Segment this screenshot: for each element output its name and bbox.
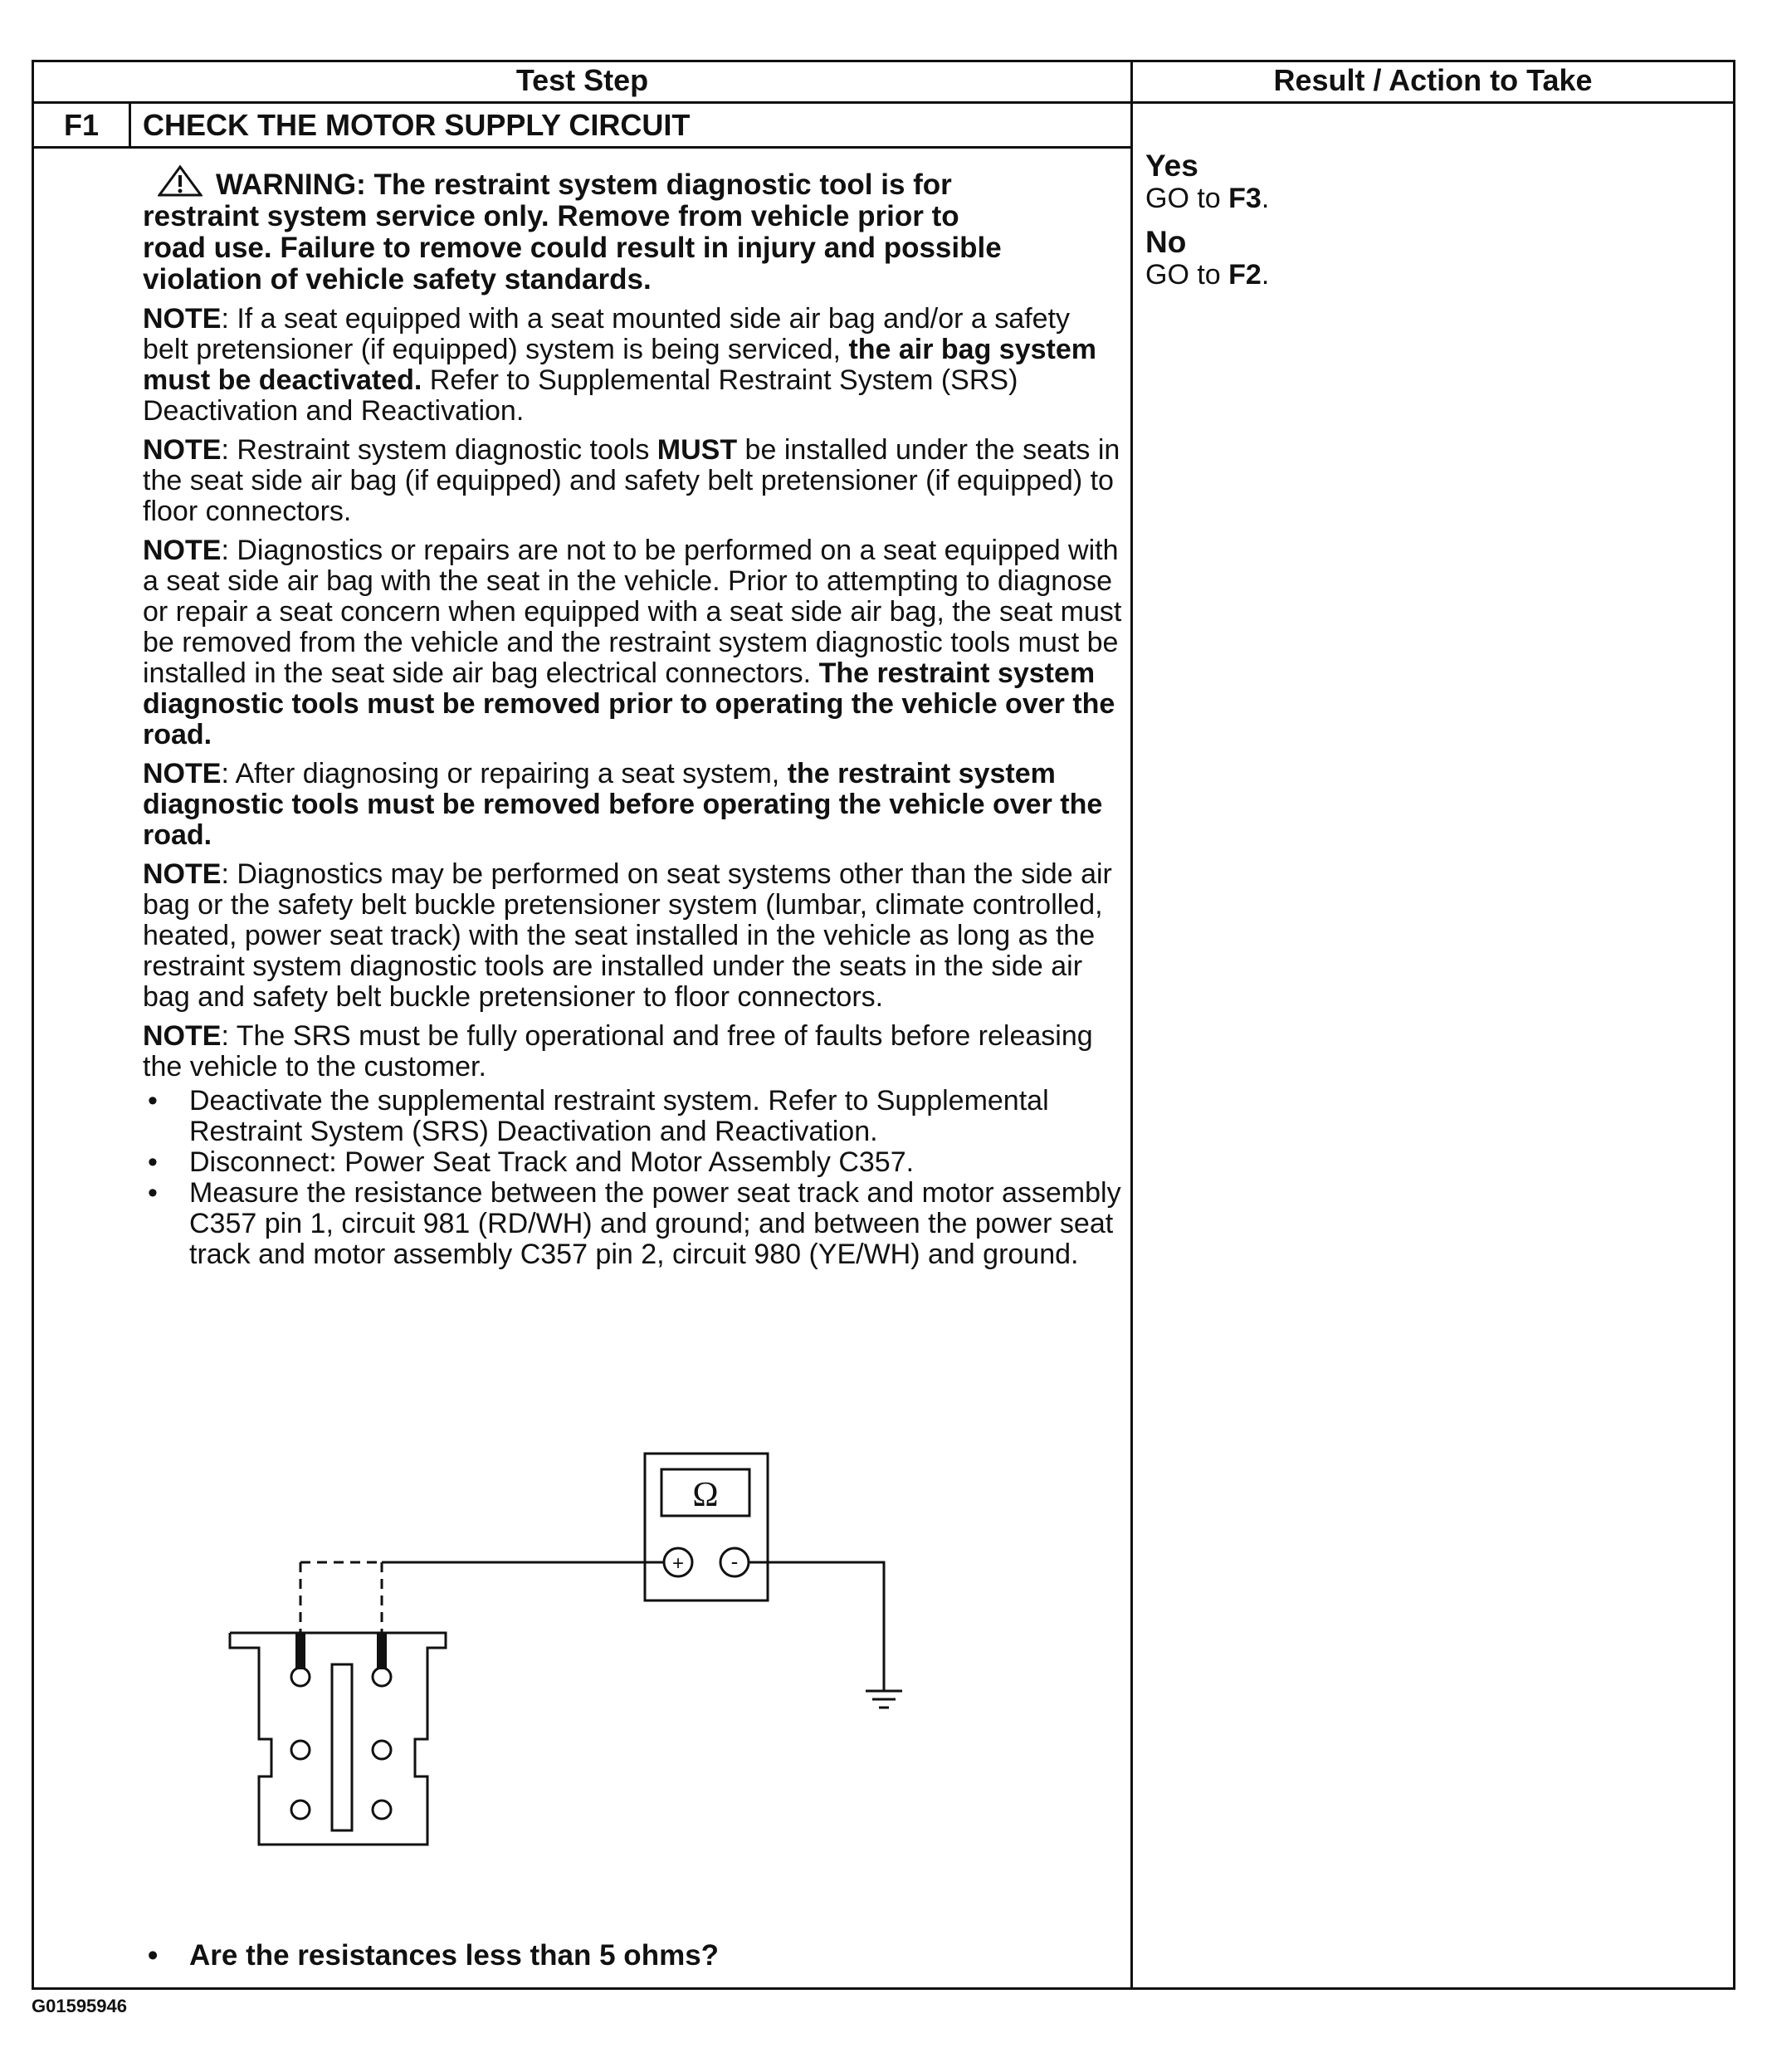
test-question	[143, 1939, 1122, 1972]
step-id-divider	[129, 101, 131, 148]
note-text: : Restraint system diagnostic tools	[221, 434, 657, 466]
note-2	[143, 435, 1122, 527]
note-label: NOTE	[143, 303, 222, 335]
note-3	[143, 535, 1122, 750]
note-bold-text: the restraint system diagnostic tools must be removed before operating the vehicle over the road.	[143, 758, 1103, 851]
period: .	[1261, 183, 1270, 214]
result-yes-action	[1145, 183, 1718, 214]
result-no-label: No	[1145, 225, 1187, 259]
list-item: • Disconnect: Power Seat Track and Motor Assembly C357.	[143, 1147, 1122, 1178]
note-bold-text: The restraint system diagnostic tools must be removed prior to operating the vehicle over the road.	[143, 657, 1115, 750]
warning-triangle-icon	[158, 164, 203, 198]
list-item: • Deactivate the supplemental restraint system. Refer to Supplemental Restraint System (SRS) Deactivation and Reactivation.	[143, 1086, 1122, 1147]
note-text: : Diagnostics may be performed on seat systems other than the side air bag or the safety belt buckle pretensioner system (lumbar, climate controlled, heated, power seat track) with the seat installed in the vehicle as long as the restraint system diagnostic tools are installed under the seats in the side air bag and safety belt buckle pretensioner to floor connectors.	[143, 858, 1112, 1013]
note-1	[143, 304, 1122, 427]
go-to-target: F3	[1228, 183, 1262, 214]
plus-sign: +	[671, 1552, 685, 1575]
warning-line-4: violation of vehicle safety standards.	[143, 263, 652, 296]
question-text: • Are the resistances less than 5 ohms?	[189, 1939, 720, 1972]
note-label: NOTE	[143, 434, 222, 466]
probe-tip	[377, 1633, 387, 1669]
header-result-action: Result / Action to Take	[1273, 63, 1593, 97]
note-text: Refer to Supplemental Restraint System (SRS) Deactivation and Reactivation.	[143, 364, 1018, 427]
note-label: NOTE	[143, 858, 222, 890]
note-label: NOTE	[143, 758, 222, 789]
warning-line-2: restraint system service only. Remove from vehicle prior to	[143, 200, 959, 232]
column-divider	[1130, 60, 1133, 1990]
note-text: : If a seat equipped with a seat mounted side air bag and/or a safety belt pretensioner (if equipped) system is being serviced,	[143, 303, 1070, 365]
warning-block	[143, 164, 1122, 296]
go-to-text: GO to	[1145, 259, 1229, 291]
note-label: NOTE	[143, 1020, 222, 1052]
step-title: CHECK THE MOTOR SUPPLY CIRCUIT	[143, 108, 691, 142]
procedure-list	[143, 1086, 1122, 1270]
note-text: : Diagnostics or repairs are not to be performed on a seat equipped with a seat side air bag with the seat in the vehicle. Prior to attempting to diagnose or repair a seat concern when equipped with a seat side air bag, the seat must be removed from the vehicle and the restraint system diagnostic tools must be installed in the seat side air bag electrical connectors.	[143, 535, 1122, 689]
result-column	[1145, 149, 1718, 302]
note-text: : The SRS must be fully operational and free of faults before releasing the vehicle to the customer.	[143, 1020, 1093, 1082]
result-yes-label: Yes	[1145, 149, 1198, 183]
note-4	[143, 759, 1122, 851]
note-6	[143, 1021, 1122, 1082]
period: .	[1261, 259, 1270, 291]
ohm-symbol: Ω	[692, 1476, 719, 1514]
header-test-step: Test Step	[515, 63, 649, 97]
step-id: F1	[63, 108, 99, 142]
warning-line-1: WARNING: The restraint system diagnostic tool is for	[216, 169, 952, 201]
note-text: be installed under the seats in the seat side air bag (if equipped) and safety belt pretensioner (if equipped) to floor connectors.	[143, 434, 1120, 527]
step-title-divider	[32, 146, 1132, 149]
warning-line-3: road use. Failure to remove could result in injury and possible	[143, 232, 1002, 264]
list-item: • Measure the resistance between the power seat track and motor assembly C357 pin 1, circuit 981 (RD/WH) and ground; and between the power seat track and motor assembly C357 pin 2, circuit 980 (YE/WH) and ground.	[143, 1178, 1122, 1270]
go-to-target: F2	[1228, 259, 1262, 291]
note-label: NOTE	[143, 535, 222, 566]
note-bold-text: MUST	[657, 434, 738, 466]
note-bold-text: the air bag system must be deactivated.	[143, 334, 1096, 396]
ohmmeter-connection-diagram	[216, 1449, 930, 1864]
result-no-action	[1145, 259, 1718, 291]
test-step-content	[143, 164, 1122, 1270]
header-divider	[32, 101, 1735, 104]
go-to-text: GO to	[1145, 183, 1229, 214]
minus-sign: -	[730, 1549, 739, 1574]
probe-tip	[295, 1633, 305, 1669]
note-5	[143, 859, 1122, 1013]
figure-code: G01595946	[32, 1996, 127, 2016]
note-text: : After diagnosing or repairing a seat system,	[221, 758, 788, 789]
